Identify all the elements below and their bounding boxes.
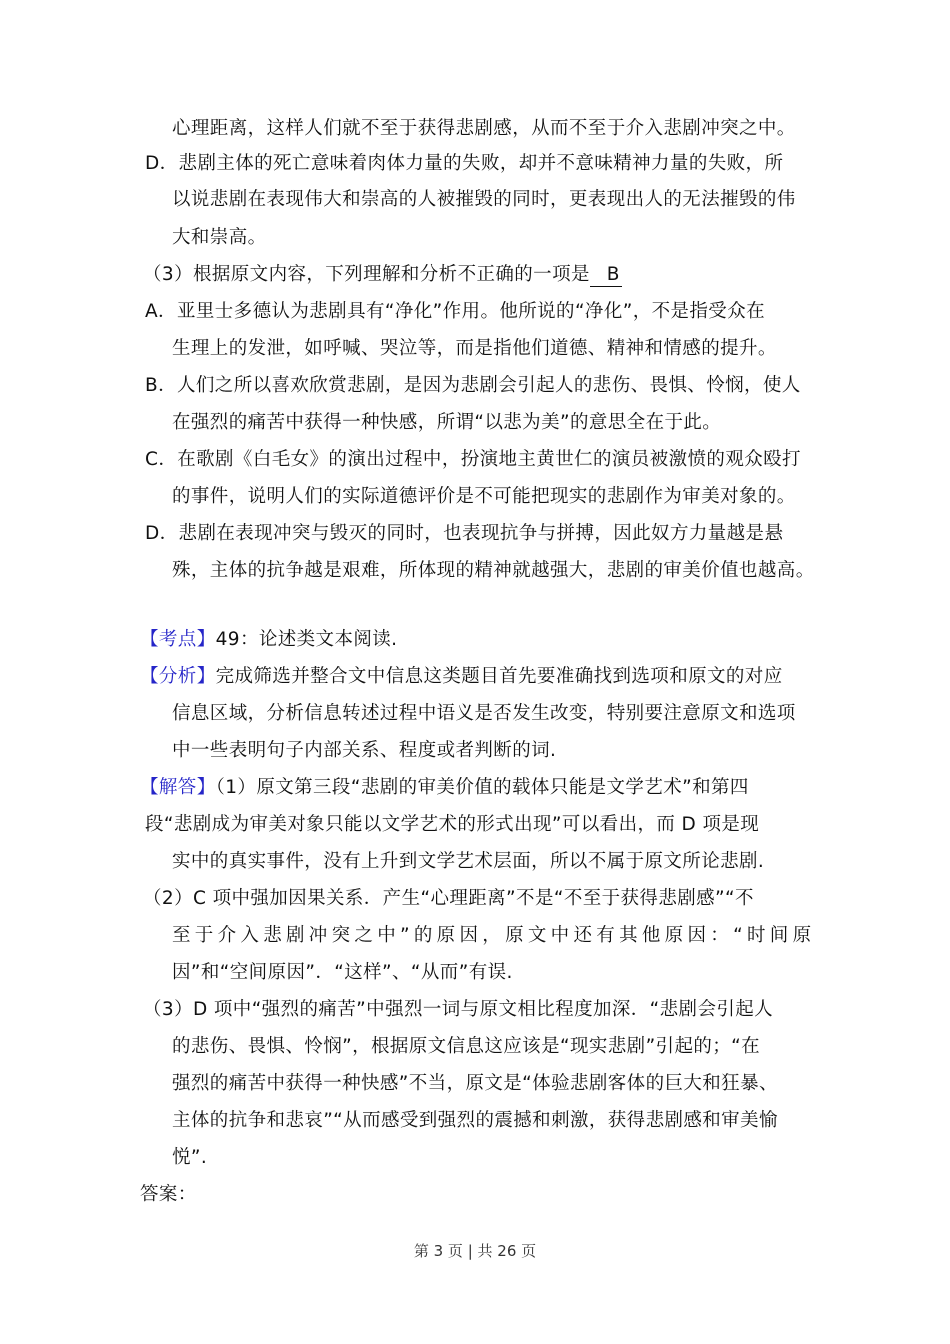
kaodian-tag: 【考点】 [140, 629, 216, 650]
option-c-line-2: 的事件，说明人们的实际道德评价是不可能把现实的悲剧作为审美对象的。 [172, 486, 796, 507]
jieda-part3-line-1: （3）D 项中“强烈的痛苦”中强烈一词与原文相比程度加深．“悲剧会引起人 [143, 999, 774, 1020]
q2-option-d-line-2: 以说悲剧在表现伟大和崇高的人被摧毁的同时，更表现出人的无法摧毁的伟 [172, 189, 796, 210]
option-d-line-1: D．悲剧在表现冲突与毁灭的同时，也表现抗争与拼搏，因此奴方力量越是悬 [145, 523, 784, 544]
jieda-tag: 【解答】 [140, 777, 216, 798]
answer-blank: B [590, 264, 622, 287]
jieda-part1-line-3: 实中的真实事件，没有上升到文学艺术层面，所以不属于原文所论悲剧. [172, 851, 765, 872]
fenxi-tag: 【分析】 [140, 666, 216, 687]
option-label: A． [145, 301, 177, 322]
jieda-part1-line-1: 【解答】（1）原文第三段“悲剧的审美价值的载体只能是文学艺术”和第四 [140, 777, 749, 798]
jieda-part3-line-5: 悦”. [172, 1147, 208, 1168]
fenxi-line-2: 信息区域，分析信息转述过程中语义是否发生改变，特别要注意原文和选项 [172, 703, 796, 724]
option-a-line-2: 生理上的发泄，如呼喊、哭泣等，而是指他们道德、精神和情感的提升。 [172, 338, 777, 359]
continuation-line: 心理距离，这样人们就不至于获得悲剧感，从而不至于介入悲剧冲突之中。 [172, 118, 796, 139]
option-b-line-2: 在强烈的痛苦中获得一种快感，所谓“以悲为美”的意思全在于此。 [172, 412, 722, 433]
jieda-part3-line-2: 的悲伤、畏惧、怜悯”，根据原文信息这应该是“现实悲剧”引起的；“在 [172, 1036, 761, 1057]
fenxi-line-3: 中一些表明句子内部关系、程度或者判断的词. [172, 740, 557, 761]
option-label: D． [145, 153, 179, 174]
jieda-part3-line-4: 主体的抗争和悲哀”“从而感受到强烈的震撼和刺激，获得悲剧感和审美愉 [172, 1110, 778, 1131]
jieda-part2-line-3: 因”和“空间原因”．“这样”、“从而”有误. [172, 962, 513, 983]
option-d-line-2: 殊，主体的抗争越是艰难，所体现的精神就越强大，悲剧的审美价值也越高。 [172, 560, 815, 581]
option-label: D． [145, 523, 179, 544]
jieda-part2-line-2: 至于介入悲剧冲突之中”的原因，原文中还有其他原因：“时间原 [172, 925, 816, 946]
option-label: C． [145, 449, 178, 470]
answer-label: 答案： [140, 1184, 197, 1205]
jieda-part2-line-1: （2）C 项中强加因果关系．产生“心理距离”不是“不至于获得悲剧感”“不 [143, 888, 754, 909]
fenxi-line-1: 【分析】完成筛选并整合文中信息这类题目首先要准确找到选项和原文的对应 [140, 666, 783, 687]
q2-option-d-line-1: D．悲剧主体的死亡意味着肉体力量的失败，却并不意味精神力量的失败，所 [145, 153, 784, 174]
option-a-line-1: A．亚里士多德认为悲剧具有“净化”作用。他所说的“净化”，不是指受众在 [145, 301, 766, 322]
q2-option-d-line-3: 大和崇高。 [172, 227, 267, 248]
option-b-line-1: B．人们之所以喜欢欣赏悲剧，是因为悲剧会引起人的悲伤、畏惧、怜悯，使人 [145, 375, 801, 396]
option-label: B． [145, 375, 177, 396]
page-footer: 第 3 页 | 共 26 页 [413, 1242, 537, 1260]
kaodian-line: 【考点】49：论述类文本阅读. [140, 629, 398, 650]
jieda-part1-line-2: 段“悲剧成为审美对象只能以文学艺术的形式出现”可以看出，而 D 项是现 [145, 814, 760, 835]
question-3-prompt: （3）根据原文内容，下列理解和分析不正确的一项是 B [143, 264, 620, 285]
option-c-line-1: C．在歌剧《白毛女》的演出过程中，扮演地主黄世仁的演员被激愤的观众殴打 [145, 449, 801, 470]
jieda-part3-line-3: 强烈的痛苦中获得一种快感”不当，原文是“体验悲剧客体的巨大和狂暴、 [172, 1073, 778, 1094]
